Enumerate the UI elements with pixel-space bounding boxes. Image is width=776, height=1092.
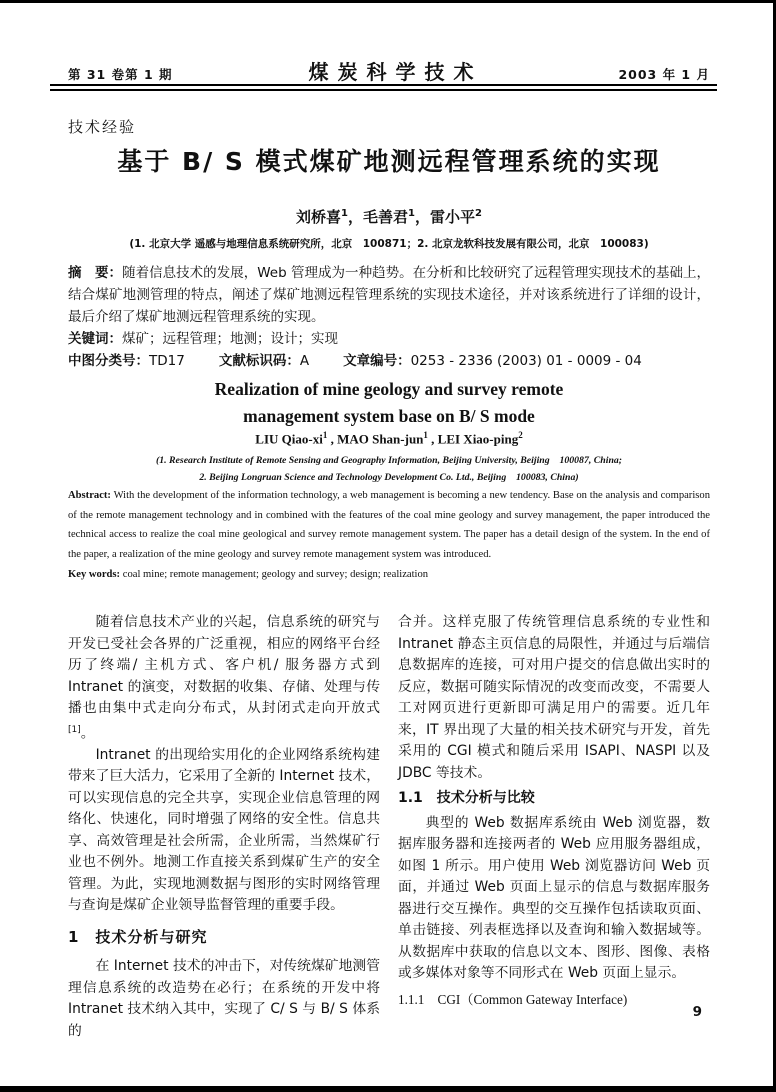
title-en-line1: Realization of mine geology and survey remote: [214, 379, 564, 399]
author-separator: ，: [414, 208, 430, 226]
keywords-en-label: Key words:: [68, 569, 121, 580]
right-column: [398, 612, 710, 1042]
abstract-text: 随着信息技术的发展，Web 管理成为一种趋势。在分析和比较研究了远程管理实现技术的基础上，结合煤矿地测管理的特点，阐述了煤矿地测远程管理系统的实现技术途径，并对该系统进行了详细的设计，最后介绍了煤矿地测远程管理系统的实现。: [68, 265, 710, 325]
abstract-cn: [68, 262, 710, 328]
body-paragraph: 典型的 Web 数据库系统由 Web 浏览器，数据库服务器和连接两者的 Web 应用服务器组成，如图 1 所示。用户使用 Web 浏览器访问 Web 页面，并通过 Web 页面上显示的信息与数据库服务器进行交互操作。典型的交互操作包括读取页面、单击链接、列表框选择以及查询和输入数据域等。从数据库中获取的信息以文本、图形、图像、表格或多媒体对象等不同形式在 Web 页面上显示。: [398, 814, 710, 981]
page-number: 9: [692, 1004, 702, 1020]
classification-line: [68, 350, 710, 372]
abstract-en-block: [68, 486, 710, 585]
authors-cn: [68, 206, 710, 227]
affiliation-en-line2: 2. Beijing Longruan Science and Technology Development Co. Ltd., Beijing 100083, China): [199, 472, 579, 483]
header-double-rule: [50, 84, 717, 91]
body-paragraph: Intranet 的出现给实用化的企业网络系统构建带来了巨大活力，它采用了全新的 Internet 技术，可以实现信息的完全共享，实现企业信息管理的网络化、快速化，同时增强了网络的安全性。信息共享、高效管理是社会所需，企业所需，当然煤矿行业也不例外。地测工作直接关系到煤矿生产的安全管理。为此，实现地测数据与图形的实时网络管理与查询是煤矿企业领导监督管理的重要手段。: [68, 746, 380, 914]
author-sup-en: 1: [322, 430, 328, 440]
abstract-label: 摘 要：: [68, 265, 123, 281]
journal-header: [68, 56, 710, 85]
authors-en: [68, 430, 710, 447]
body-paragraph: 随着信息技术产业的兴起，信息系统的研究与开发已受社会各界的广泛重视，相应的网络平台经历了终端/ 主机方式、客户机/ 服务器方式到 Intranet 的演变，对数据的收集、存储、处理与传播也由集中式走向分布式，从封闭式走向开放式[1]。: [68, 614, 380, 742]
abstract-en-label: Abstract:: [68, 490, 111, 501]
author-separator-en: ,: [327, 431, 338, 447]
citation-marker: [1]: [68, 724, 81, 735]
meta-block: [68, 262, 710, 372]
article-id: 文章编号：0253 - 2336 (2003) 01 - 0009 - 04: [343, 353, 642, 369]
author-sup: 1: [408, 208, 415, 219]
body-paragraph: 在 Internet 技术的冲击下，对传统煤矿地测管理信息系统的改造势在必行；在系统的开发中将 Intranet 技术纳入其中，实现了 C/ S 与 B/ S 体系的: [68, 958, 380, 1039]
abstract-en-text: With the development of the information technology, a web management is becoming a new tendency. Base on the analysis and comparison of the remote management technology and in combined with the features of the coal mine geology and survey management, the paper introduced the technical access to realize the coal mine geological and survey remote management system. The paper has a detail design of the system. In the end of the paper, a realization of the mine geology and survey remote management system was introduced.: [68, 490, 710, 560]
issue-date: 2003 年 1 月: [618, 67, 710, 82]
abstract-en: [68, 486, 710, 564]
section-heading-1-1-1: 1.1.1 CGI（Common Gateway Interface): [398, 991, 628, 1007]
keywords-en: [68, 565, 710, 585]
section-heading-1-1: 1.1 技术分析与比较: [398, 790, 535, 806]
issue-label: 第 31 卷第 1 期: [68, 67, 173, 82]
author-sup-en: 1: [423, 430, 428, 440]
affiliation-en-line1: (1. Research Institute of Remote Sensing and Geography Information, Beijing University, Beijing 100087, China;: [155, 455, 623, 466]
keywords-cn: [68, 328, 710, 350]
author-sup-en: 2: [518, 430, 523, 440]
clc-number: 中图分类号：TD17: [68, 353, 185, 369]
author-name-en: LEI Xiao-ping: [437, 431, 519, 447]
author-name-en: MAO Shan-jun: [337, 431, 424, 447]
author-name: 刘桥喜: [296, 208, 342, 226]
author-sup: 1: [341, 208, 348, 219]
title-en-line2: management system base on B/ S mode: [243, 406, 535, 426]
keywords-text: 煤矿；远程管理；地测；设计；实现: [122, 331, 338, 347]
column-label: 技术经验: [68, 118, 137, 136]
left-column: [68, 612, 380, 1042]
body-columns: [68, 612, 710, 1042]
journal-title: 煤炭科学技术: [308, 60, 483, 84]
document-code: 文献标识码：A: [218, 353, 310, 369]
paper-title-cn: 基于 B/ S 模式煤矿地测远程管理系统的实现: [117, 147, 661, 176]
section-heading-1: 1 技术分析与研究: [68, 927, 208, 946]
affiliation-cn: (1. 北京大学 遥感与地理信息系统研究所，北京 100871；2. 北京龙软科技发展有限公司，北京 100083): [129, 238, 649, 250]
keywords-en-text: coal mine; remote management; geology and survey; design; realization: [120, 569, 429, 580]
author-name-en: LIU Qiao-xi: [255, 431, 323, 447]
author-name: 毛善君: [363, 208, 409, 226]
author-separator: ，: [347, 208, 363, 226]
author-name: 雷小平: [430, 208, 476, 226]
body-paragraph: 合并。这样克服了传统管理信息系统的专业性和 Intranet 静态主页信息的局限性，并通过与后端信息数据库的连接，可对用户提交的信息做出实时的反应，数据可随实际情况的改变而改变，不需要人工对网页进行更新即可满足用户的需要。近几年来，IT 界出现了大量的相关技术研究与开发，首先采用的 CGI 模式和随后采用 ISAPI、NASPI 以及 JDBC 等技术。: [398, 614, 710, 781]
scan-border-bottom: [0, 1086, 776, 1092]
keywords-label: 关键词：: [68, 331, 122, 347]
author-sup: 2: [475, 208, 482, 219]
scan-border-top: [0, 0, 776, 3]
paper-title-en: [68, 376, 710, 430]
author-separator-en: ,: [427, 431, 438, 447]
